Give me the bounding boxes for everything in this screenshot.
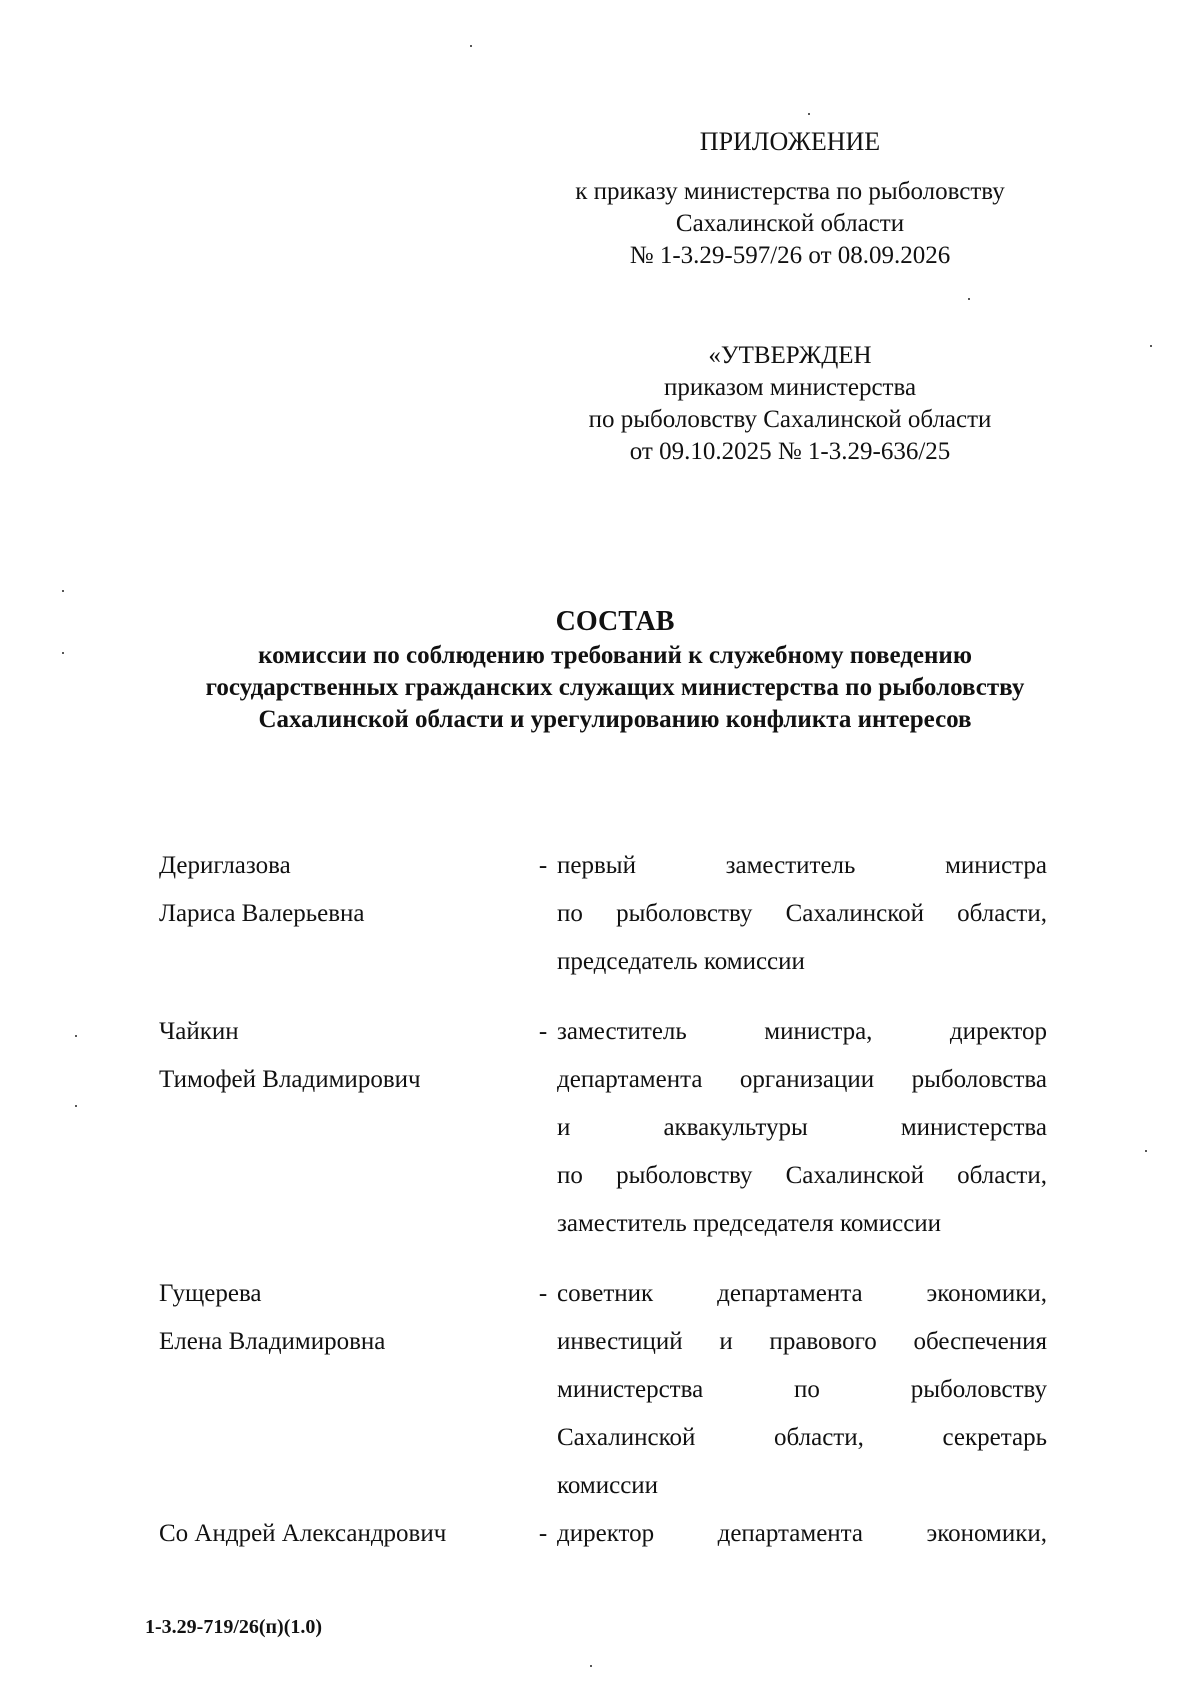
appendix-line-2: Сахалинской области [675,210,905,237]
appendix-title: ПРИЛОЖЕНИЕ [699,127,881,156]
member-row [159,1008,1059,1248]
approved-line-2: приказом министерства [663,374,917,401]
scan-speck [808,113,810,115]
title-sub-3: Сахалинской области и урегулированию конфликта интересов [258,706,972,733]
role-line: директор департамента экономики, [557,1520,1047,1547]
appendix-line-1: к приказу министерства по рыболовству [575,178,1005,205]
member-name [159,1008,529,1248]
member-dash: - [538,1280,548,1307]
role-line: советник департамента экономики, [557,1280,1047,1307]
member-dash: - [538,1018,548,1045]
role-line: по рыболовству Сахалинской области, [557,1162,1047,1189]
scan-speck [1145,1150,1147,1152]
document-title [100,604,1130,736]
member-full-name: Со Андрей Александрович [159,1520,447,1547]
role-line: председатель комиссии [557,948,805,975]
role-line: комиссии [557,1472,659,1499]
approved-line-3: по рыболовству Сахалинской области [588,406,992,433]
member-row [159,842,1059,986]
scan-speck [75,1105,77,1107]
title-sub-1: комиссии по соблюдению требований к служебному поведению [258,642,972,669]
document-code: 1-3.29-719/26(п)(1.0) [145,1616,323,1638]
scan-speck [75,1035,77,1037]
role-line: по рыболовству Сахалинской области, [557,900,1047,927]
member-name [159,842,529,986]
approved-line-4: от 09.10.2025 № 1-3.29-636/25 [629,438,951,465]
scan-speck [968,298,970,300]
role-line: Сахалинской области, секретарь [557,1424,1047,1451]
role-line: министерства по рыболовству [557,1376,1047,1403]
scan-speck [62,652,64,654]
title-main: СОСТАВ [555,606,675,637]
member-surname: Дериглазова [159,852,291,879]
role-line: первый заместитель министра [557,852,1047,879]
scan-speck [1150,345,1152,347]
role-line: и аквакультуры министерства [557,1114,1047,1141]
member-given-names: Тимофей Владимирович [159,1066,421,1093]
member-dash: - [538,852,548,879]
role-line: департамента организации рыболовства [557,1066,1047,1093]
member-dash: - [538,1520,548,1547]
scan-speck [470,45,472,47]
role-line: заместитель министра, директор [557,1018,1047,1045]
member-role [557,842,1047,986]
role-line: инвестиций и правового обеспечения [557,1328,1047,1355]
member-surname: Гущерева [159,1280,262,1307]
member-given-names: Елена Владимировна [159,1328,386,1355]
scan-speck [62,590,64,592]
member-given-names: Лариса Валерьевна [159,900,365,927]
member-role [557,1270,1047,1510]
members-list [159,842,1059,1558]
member-row [159,1510,1059,1558]
member-row [159,1270,1059,1510]
appendix-line-3: № 1-3.29-597/26 от 08.09.2026 [629,242,951,269]
scan-speck [590,1665,592,1667]
role-line: заместитель председателя комиссии [557,1210,942,1237]
member-name [159,1510,529,1558]
member-name [159,1270,529,1510]
appendix-header [540,126,1040,272]
member-role [557,1510,1047,1558]
approved-stamp [540,340,1040,468]
member-role [557,1008,1047,1248]
title-sub-2: государственных гражданских служащих министерства по рыболовству [205,674,1025,701]
approved-line-1: «УТВЕРЖДЕН [708,342,872,369]
member-surname: Чайкин [159,1018,239,1045]
